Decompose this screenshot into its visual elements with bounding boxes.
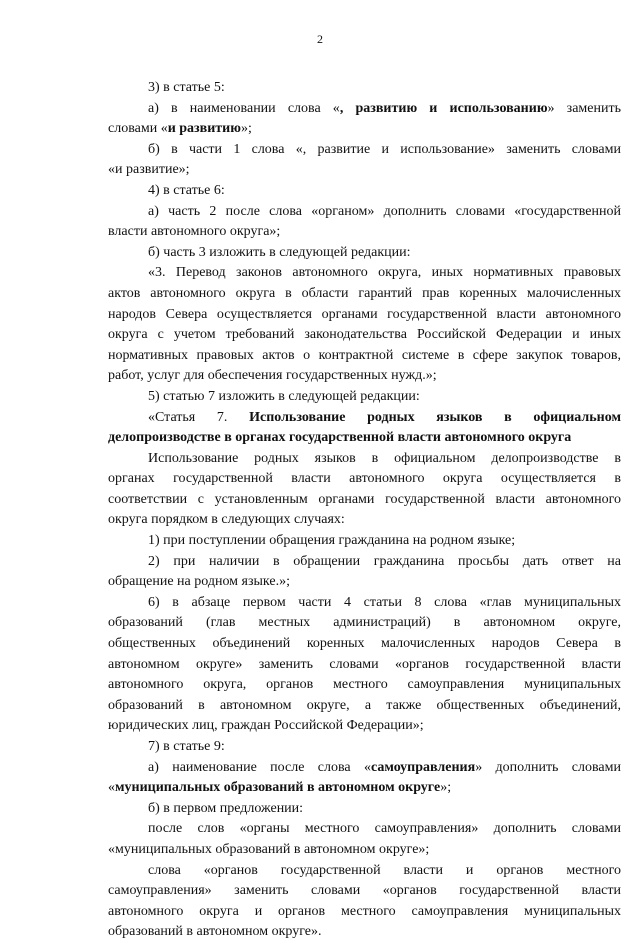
line-29: автономного округа, органов местного самоуправления муниципальных	[108, 677, 621, 693]
line-18: Использование родных языков в официальном делопроизводстве в	[148, 450, 621, 466]
line-40: автономного округа и органов местного самоуправления муниципальных	[108, 903, 621, 919]
line-1: а) в наименовании слова «, развитию и использованию» заменить	[148, 100, 621, 116]
line-32: 7) в статье 9:	[148, 739, 225, 754]
line-5: 4) в статье 6:	[148, 182, 225, 198]
line-41: образований в автономном округе».	[108, 924, 322, 940]
line-33: а) наименование после слова «самоуправления» дополнить словами	[148, 759, 621, 775]
line-25: 6) в абзаце первом части 4 статьи 8 слова «глав муниципальных	[148, 594, 621, 610]
document-body	[108, 78, 621, 943]
line-15: 5) статью 7 изложить в следующей редакции:	[148, 388, 420, 404]
line-19: органах государственной власти автономного округа осуществляется в	[108, 471, 621, 487]
line-24: обращение на родном языке.»;	[108, 574, 290, 590]
line-14: работ, услуг для обеспечения государственных нужд.»;	[108, 368, 437, 384]
article-heading-line-2: делопроизводстве в органах государственной власти автономного округа	[108, 430, 572, 446]
line-23: 2) при наличии в обращении гражданина просьбы дать ответ на	[148, 553, 621, 569]
line-22: 1) при поступлении обращения гражданина на родном языке;	[148, 533, 516, 549]
line-6: а) часть 2 после слова «органом» дополнить словами «государственной	[148, 203, 621, 219]
line-10: актов автономного округа в области гарантий прав коренных малочисленных	[108, 285, 621, 301]
page-number: 2	[317, 32, 323, 46]
line-0: 3) в статье 5:	[148, 80, 225, 95]
line-27: общественных объединений коренных малочисленных народов Севера в	[108, 636, 621, 652]
line-8: б) часть 3 изложить в следующей редакции:	[148, 244, 411, 260]
line-13: нормативных правовых актов о контрактной системе в сфере закупок товаров,	[108, 347, 621, 363]
line-35: б) в первом предложении:	[148, 800, 304, 816]
line-11: народов Севера осуществляется органами государственной власти автономного	[108, 306, 621, 322]
line-9: «3. Перевод законов автономного округа, иных нормативных правовых	[148, 265, 621, 281]
line-28: автономном округе» заменить словами «органов государственной власти	[108, 656, 621, 672]
line-37: «муниципальных образований в автономном округе»;	[108, 841, 430, 857]
line-38: слова «органов государственной власти и органов местного	[148, 862, 621, 878]
line-36: после слов «органы местного самоуправления» дополнить словами	[148, 821, 621, 837]
line-30: образований в автономном округе, а также общественных объединений,	[108, 697, 621, 713]
line-26: образований (глав местных администраций) в автономном округе,	[108, 615, 621, 631]
line-3: б) в части 1 слова «, развитие и использование» заменить словами	[148, 141, 621, 157]
line-12: округа с учетом требований законодательства Российской Федерации и иных	[108, 327, 621, 343]
line-7: власти автономного округа»;	[108, 224, 281, 240]
article-heading-line-1: «Статья 7. Использование родных языков в официальном	[148, 409, 621, 425]
line-31: юридических лиц, граждан Российской Федерации»;	[108, 718, 424, 734]
line-39: самоуправления» заменить словами «органов государственной власти	[108, 883, 621, 899]
line-20: соответствии с установленным органами государственной власти автономного	[108, 491, 621, 507]
line-4: «и развитие»;	[108, 162, 190, 178]
line-2: словами «и развитию»;	[108, 121, 252, 137]
line-34: «муниципальных образований в автономном округе»;	[108, 780, 452, 796]
line-21: округа порядком в следующих случаях:	[108, 512, 345, 528]
